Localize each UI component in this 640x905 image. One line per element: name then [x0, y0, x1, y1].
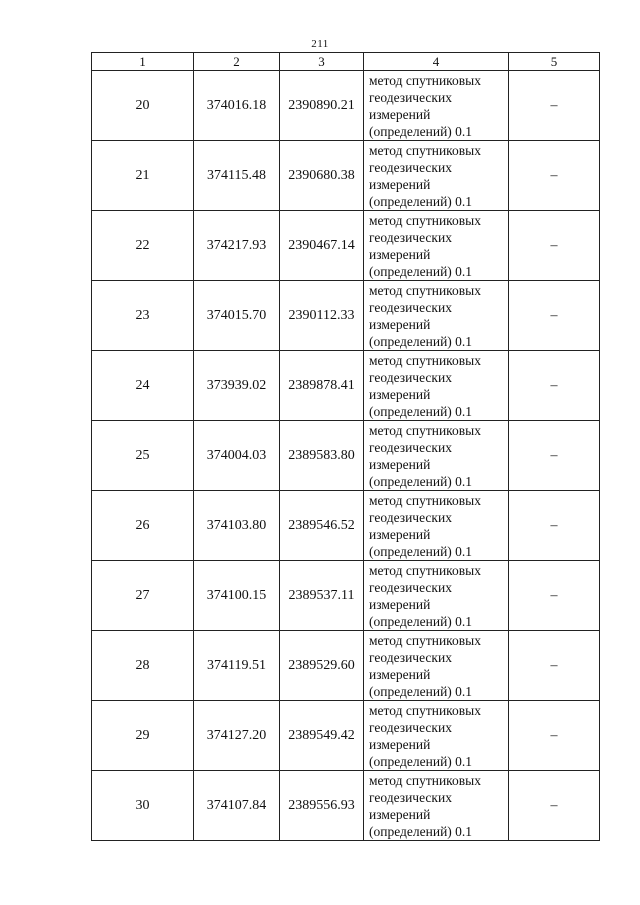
- method-cell: [364, 71, 509, 141]
- method-cell: [364, 491, 509, 561]
- method-line: геодезических: [369, 439, 452, 455]
- note-cell: –: [509, 561, 600, 631]
- column-header-3: 3: [280, 53, 364, 71]
- table-body: [92, 71, 600, 841]
- method-line: геодезических: [369, 299, 452, 315]
- y-coordinate-cell: 2389529.60: [280, 631, 364, 701]
- x-coordinate-cell: 374015.70: [194, 281, 280, 351]
- note-cell: –: [509, 701, 600, 771]
- method-cell: [364, 631, 509, 701]
- method-line: измерений: [369, 106, 431, 122]
- table-row: [92, 771, 600, 841]
- column-header-2: 2: [194, 53, 280, 71]
- table-row: [92, 561, 600, 631]
- method-line: (определений) 0.1: [369, 753, 473, 769]
- y-coordinate-cell: 2390890.21: [280, 71, 364, 141]
- method-line: метод спутниковых: [369, 72, 481, 88]
- method-line: измерений: [369, 246, 431, 262]
- table-row: [92, 421, 600, 491]
- method-line: геодезических: [369, 159, 452, 175]
- method-line: (определений) 0.1: [369, 683, 473, 699]
- y-coordinate-cell: 2389878.41: [280, 351, 364, 421]
- method-line: измерений: [369, 176, 431, 192]
- table-row: [92, 631, 600, 701]
- y-coordinate-cell: 2389556.93: [280, 771, 364, 841]
- point-number-cell: 25: [92, 421, 194, 491]
- point-number-cell: 27: [92, 561, 194, 631]
- note-cell: –: [509, 491, 600, 561]
- y-coordinate-cell: 2389546.52: [280, 491, 364, 561]
- column-header-1: 1: [92, 53, 194, 71]
- x-coordinate-cell: 374016.18: [194, 71, 280, 141]
- coordinates-table: [91, 52, 600, 841]
- method-line: метод спутниковых: [369, 632, 481, 648]
- y-coordinate-cell: 2389583.80: [280, 421, 364, 491]
- point-number-cell: 24: [92, 351, 194, 421]
- method-line: измерений: [369, 596, 431, 612]
- point-number-cell: 22: [92, 211, 194, 281]
- note-cell: –: [509, 771, 600, 841]
- table-row: [92, 141, 600, 211]
- method-line: измерений: [369, 666, 431, 682]
- method-cell: [364, 281, 509, 351]
- method-line: метод спутниковых: [369, 212, 481, 228]
- y-coordinate-cell: 2390112.33: [280, 281, 364, 351]
- table-row: [92, 351, 600, 421]
- method-line: метод спутниковых: [369, 352, 481, 368]
- method-line: геодезических: [369, 229, 452, 245]
- method-line: геодезических: [369, 509, 452, 525]
- y-coordinate-cell: 2390680.38: [280, 141, 364, 211]
- table-row: [92, 211, 600, 281]
- method-line: измерений: [369, 456, 431, 472]
- method-line: измерений: [369, 806, 431, 822]
- method-line: метод спутниковых: [369, 702, 481, 718]
- method-line: метод спутниковых: [369, 282, 481, 298]
- method-line: (определений) 0.1: [369, 403, 473, 419]
- method-line: геодезических: [369, 89, 452, 105]
- y-coordinate-cell: 2390467.14: [280, 211, 364, 281]
- point-number-cell: 21: [92, 141, 194, 211]
- method-line: измерений: [369, 736, 431, 752]
- method-line: (определений) 0.1: [369, 193, 473, 209]
- method-cell: [364, 561, 509, 631]
- point-number-cell: 26: [92, 491, 194, 561]
- method-line: метод спутниковых: [369, 562, 481, 578]
- column-header-5: 5: [509, 53, 600, 71]
- point-number-cell: 23: [92, 281, 194, 351]
- y-coordinate-cell: 2389537.11: [280, 561, 364, 631]
- point-number-cell: 20: [92, 71, 194, 141]
- method-cell: [364, 351, 509, 421]
- method-cell: [364, 701, 509, 771]
- x-coordinate-cell: 374119.51: [194, 631, 280, 701]
- x-coordinate-cell: 374107.84: [194, 771, 280, 841]
- point-number-cell: 30: [92, 771, 194, 841]
- method-cell: [364, 771, 509, 841]
- method-line: измерений: [369, 386, 431, 402]
- table-row: [92, 281, 600, 351]
- x-coordinate-cell: 373939.02: [194, 351, 280, 421]
- note-cell: –: [509, 351, 600, 421]
- note-cell: –: [509, 421, 600, 491]
- x-coordinate-cell: 374127.20: [194, 701, 280, 771]
- point-number-cell: 28: [92, 631, 194, 701]
- method-line: геодезических: [369, 649, 452, 665]
- method-line: геодезических: [369, 719, 452, 735]
- method-line: (определений) 0.1: [369, 123, 473, 139]
- note-cell: –: [509, 281, 600, 351]
- method-cell: [364, 141, 509, 211]
- x-coordinate-cell: 374100.15: [194, 561, 280, 631]
- point-number-cell: 29: [92, 701, 194, 771]
- method-line: метод спутниковых: [369, 492, 481, 508]
- note-cell: –: [509, 211, 600, 281]
- x-coordinate-cell: 374004.03: [194, 421, 280, 491]
- method-cell: [364, 211, 509, 281]
- method-line: измерений: [369, 526, 431, 542]
- method-line: геодезических: [369, 789, 452, 805]
- note-cell: –: [509, 631, 600, 701]
- table-row: [92, 71, 600, 141]
- x-coordinate-cell: 374103.80: [194, 491, 280, 561]
- method-line: (определений) 0.1: [369, 263, 473, 279]
- method-line: метод спутниковых: [369, 422, 481, 438]
- method-line: (определений) 0.1: [369, 473, 473, 489]
- note-cell: –: [509, 71, 600, 141]
- method-line: (определений) 0.1: [369, 333, 473, 349]
- method-line: геодезических: [369, 579, 452, 595]
- table-row: [92, 701, 600, 771]
- page-number: 211: [311, 38, 329, 50]
- method-line: (определений) 0.1: [369, 613, 473, 629]
- method-cell: [364, 421, 509, 491]
- table-row: [92, 491, 600, 561]
- method-line: измерений: [369, 316, 431, 332]
- note-cell: –: [509, 141, 600, 211]
- method-line: (определений) 0.1: [369, 543, 473, 559]
- method-line: геодезических: [369, 369, 452, 385]
- column-header-4: 4: [364, 53, 509, 71]
- x-coordinate-cell: 374217.93: [194, 211, 280, 281]
- table-header-row: [92, 53, 600, 71]
- method-line: метод спутниковых: [369, 142, 481, 158]
- method-line: (определений) 0.1: [369, 823, 473, 839]
- x-coordinate-cell: 374115.48: [194, 141, 280, 211]
- y-coordinate-cell: 2389549.42: [280, 701, 364, 771]
- method-line: метод спутниковых: [369, 772, 481, 788]
